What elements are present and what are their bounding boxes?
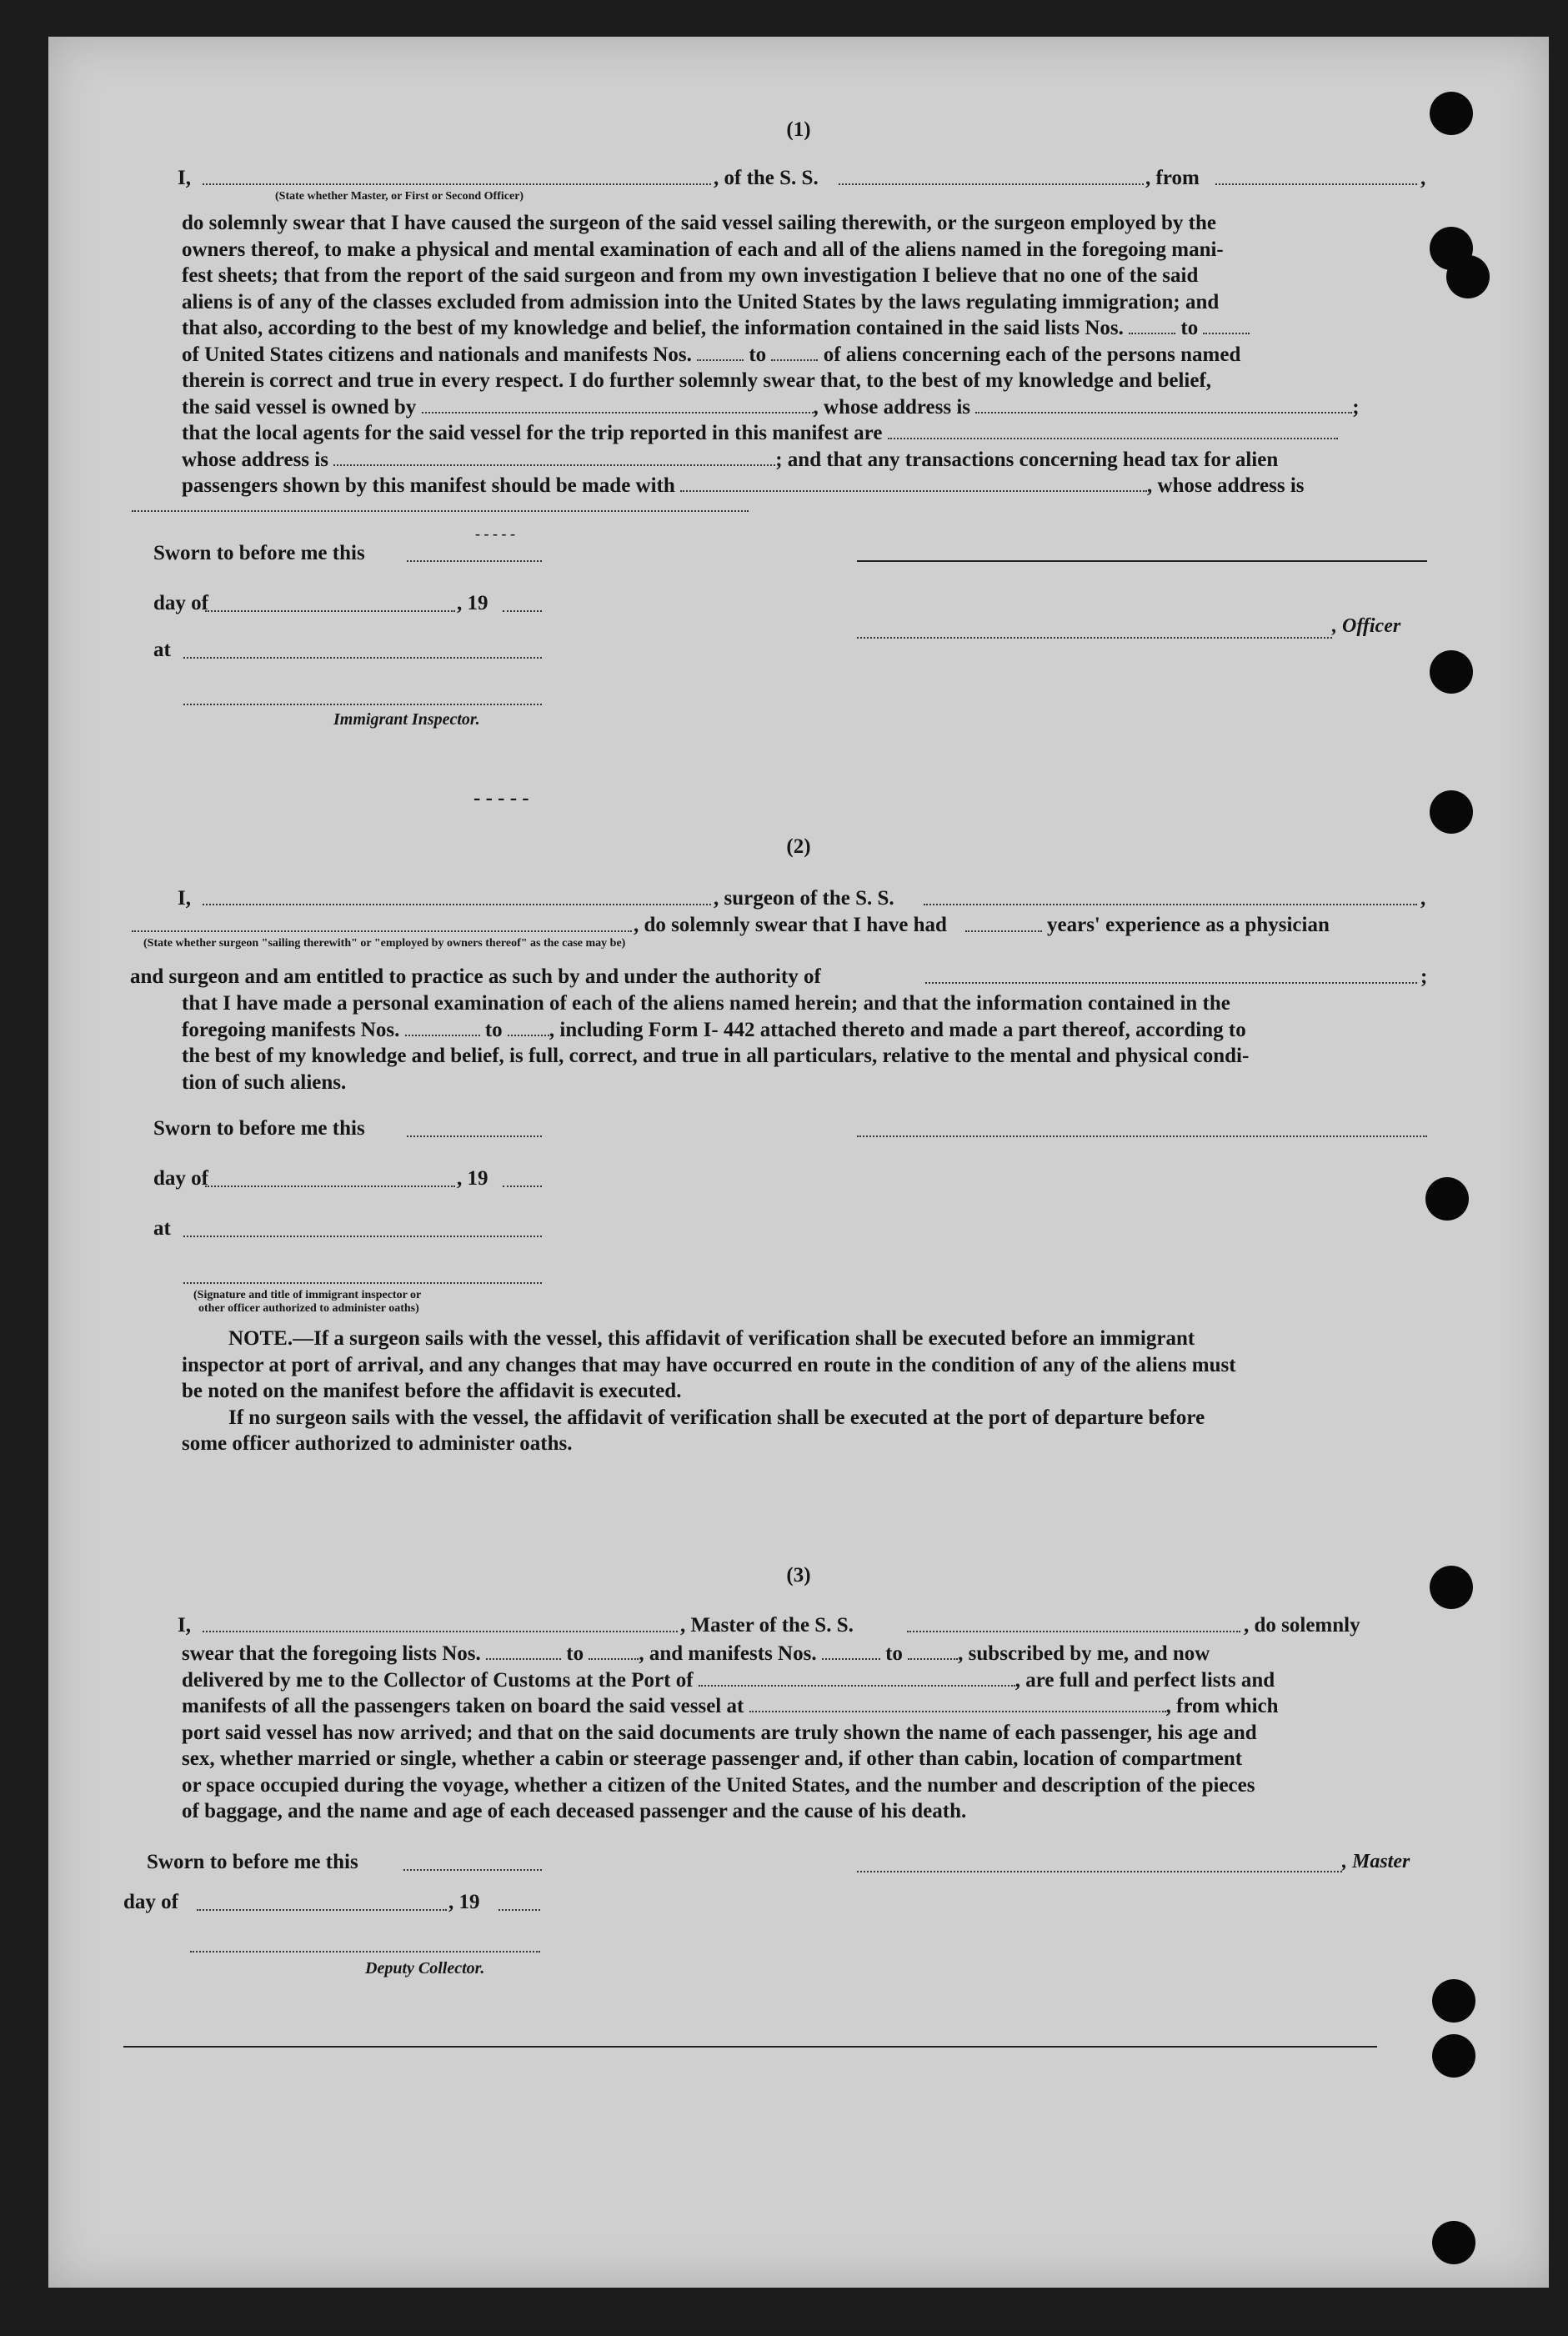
punch-hole xyxy=(1432,2221,1475,2264)
s3-swear-lists: swear that the foregoing lists Nos. xyxy=(182,1642,481,1665)
s2-status-caption: (State whether surgeon "sailing therewith" or "employed by owners thereof" as the case may be) xyxy=(143,937,626,950)
s3-from-which: , from which xyxy=(1165,1695,1279,1717)
s3-port-field[interactable] xyxy=(699,1668,1015,1687)
s1-manifests-from-field[interactable] xyxy=(697,343,744,361)
s2-note-line: If no surgeon sails with the vessel, the affidavit of verification shall be executed at the port of departure before xyxy=(228,1406,1205,1429)
s3-delivered: delivered by me to the Collector of Customs at the Port of xyxy=(182,1668,694,1692)
s1-owner-field[interactable] xyxy=(422,395,814,414)
s2-sworn-field[interactable] xyxy=(407,1135,542,1137)
s2-line xyxy=(182,1017,1425,1044)
s2-experience-label: years' experience as a physician xyxy=(1047,914,1330,936)
s3-master-signature-line[interactable] xyxy=(857,1871,1342,1872)
punch-hole xyxy=(1430,650,1473,694)
s2-sworn-label: Sworn to before me this xyxy=(153,1117,365,1140)
s1-line: fest sheets; that from the report of the said surgeon and from my own investigation I believe that no one of the said xyxy=(182,264,1199,287)
s1-inspector-label: Immigrant Inspector. xyxy=(333,710,480,729)
s1-line xyxy=(182,342,1425,368)
s1-from-field[interactable] xyxy=(1215,183,1417,185)
s1-at-field[interactable] xyxy=(183,657,542,659)
s1-of-aliens: of aliens concerning each of the persons named xyxy=(823,343,1241,366)
s3-embark-port-field[interactable] xyxy=(749,1694,1166,1712)
s2-authority-label: and surgeon and am entitled to practice as such by and under the authority of xyxy=(130,965,821,988)
s1-agents-address-field[interactable] xyxy=(333,448,775,466)
s3-master-of-label: , Master of the S. S. xyxy=(680,1614,854,1637)
s3-to2: to xyxy=(885,1642,903,1665)
manifest-page xyxy=(48,37,1549,2288)
s1-dash: - - - - - xyxy=(475,525,515,542)
s1-lists-to-field[interactable] xyxy=(1203,316,1250,334)
s1-divider: - - - - - xyxy=(473,787,529,810)
s2-name-field[interactable] xyxy=(203,904,711,905)
s1-line: therein is correct and true in every respect. I do further solemnly swear that, to the best of my knowledge and belief, xyxy=(182,369,1212,392)
s1-day-of-label: day of xyxy=(153,592,208,614)
s1-sworn-field[interactable] xyxy=(407,560,542,562)
s3-line: port said vessel has now arrived; and that on the said documents are truly shown the name of each passenger, his age and xyxy=(182,1721,1257,1744)
s2-including: , including Form I- 442 attached thereto and made a part thereof, according to xyxy=(549,1018,1246,1041)
s3-manifests-of: manifests of all the passengers taken on board the said vessel at xyxy=(182,1695,744,1717)
s2-foregoing: foregoing manifests Nos. xyxy=(182,1018,400,1041)
s3-manifests-to-field[interactable] xyxy=(908,1642,958,1660)
s1-line-text: the said vessel is owned by xyxy=(182,395,417,419)
s2-sig-caption-2: other officer authorized to administer oaths) xyxy=(198,1302,419,1315)
s1-vessel-field[interactable] xyxy=(839,183,1144,185)
s1-head-tax-field[interactable] xyxy=(680,474,1147,492)
section-2-number: (2) xyxy=(786,835,811,858)
s2-inspector-line[interactable] xyxy=(183,1282,542,1284)
s1-inspector-line[interactable] xyxy=(183,704,542,705)
s1-line xyxy=(182,473,1425,499)
s2-surgeon-signature-line[interactable] xyxy=(857,1135,1427,1137)
s3-year-label: , 19 xyxy=(448,1891,480,1913)
s1-body xyxy=(182,210,1425,499)
s1-officer-line[interactable] xyxy=(857,637,1332,639)
s3-year-field[interactable] xyxy=(498,1909,540,1911)
s3-day-field[interactable] xyxy=(197,1909,447,1911)
s3-i-label: I, xyxy=(178,1614,191,1637)
s1-at-label: at xyxy=(153,639,171,661)
s3-subscribed: , subscribed by me, and now xyxy=(958,1642,1210,1665)
s3-master-label: , Master xyxy=(1342,1851,1410,1872)
s1-officer-caption: (State whether Master, or First or Second Officer) xyxy=(275,190,524,203)
s3-lists-to-field[interactable] xyxy=(589,1642,639,1660)
s2-at-label: at xyxy=(153,1217,171,1240)
s2-note-line: inspector at port of arrival, and any changes that may have occurred en route in the condition of any of the aliens must xyxy=(182,1353,1236,1376)
s3-sworn-field[interactable] xyxy=(403,1869,542,1871)
s2-vessel-field[interactable] xyxy=(924,904,1417,905)
s1-whose-address: , whose address is xyxy=(813,395,971,419)
s2-note xyxy=(182,1326,1425,1457)
s2-day-field[interactable] xyxy=(205,1186,455,1187)
s2-year-field[interactable] xyxy=(503,1186,542,1187)
s1-officer-field[interactable] xyxy=(203,183,711,185)
s1-line: aliens is of any of the classes excluded from admission into the United States by the laws regulating immigration; and xyxy=(182,290,1220,313)
s1-line xyxy=(182,420,1425,447)
s1-head-tax: ; and that any transactions concerning head tax for alien xyxy=(775,448,1279,471)
s3-full-perfect: , are full and perfect lists and xyxy=(1014,1668,1275,1692)
s3-line xyxy=(182,1641,1425,1667)
s2-authority-field[interactable] xyxy=(925,982,1417,984)
s3-manifests-from-field[interactable] xyxy=(822,1642,880,1660)
s2-year-label: , 19 xyxy=(457,1167,488,1190)
s2-surgeon-of-label: , surgeon of the S. S. xyxy=(714,887,894,910)
section-1-number: (1) xyxy=(786,118,811,141)
s2-line: that I have made a personal examination of each of the aliens named herein; and that the information contained in the xyxy=(182,992,1230,1015)
bleed-through xyxy=(799,537,1195,558)
s3-deputy-label: Deputy Collector. xyxy=(365,1959,485,1978)
s1-whose-address-end: , whose address is xyxy=(1147,474,1305,497)
s3-and-manifests: , and manifests Nos. xyxy=(639,1642,817,1665)
s2-note-line: some officer authorized to administer oaths. xyxy=(182,1432,573,1455)
s1-line-text: that also, according to the best of my knowledge and belief, the information contained in the said lists Nos. xyxy=(182,317,1124,339)
s1-of-ss-label: , of the S. S. xyxy=(714,167,819,189)
s2-manifests-to-field[interactable] xyxy=(508,1018,549,1036)
s1-manifests-to-field[interactable] xyxy=(771,343,818,361)
s1-comma: , xyxy=(1420,167,1426,189)
s1-officer-signature-line[interactable] xyxy=(857,560,1427,562)
s3-day-of-label: day of xyxy=(123,1891,178,1913)
s1-year-field[interactable] xyxy=(503,610,542,612)
punch-hole xyxy=(1430,790,1473,834)
s1-sworn-label: Sworn to before me this xyxy=(153,542,365,564)
s3-master-name-field[interactable] xyxy=(203,1631,678,1632)
s1-line-text: that the local agents for the said vessel for the trip reported in this manifest are xyxy=(182,422,883,444)
s1-owner-address-field[interactable] xyxy=(975,395,1352,414)
s2-at-field[interactable] xyxy=(183,1236,542,1237)
s1-day-field[interactable] xyxy=(205,610,455,612)
s3-body xyxy=(182,1641,1425,1825)
s3-vessel-field[interactable] xyxy=(907,1631,1240,1632)
s2-body xyxy=(182,990,1425,1095)
s3-sworn-label: Sworn to before me this xyxy=(147,1851,358,1873)
s2-status-field[interactable] xyxy=(132,930,632,932)
s1-to: to xyxy=(1180,317,1199,339)
punch-hole xyxy=(1432,1979,1475,2023)
s3-collector-line[interactable] xyxy=(190,1951,540,1953)
s2-note-line: be noted on the manifest before the affidavit is executed. xyxy=(182,1380,682,1402)
s1-line: owners thereof, to make a physical and mental examination of each and all of the aliens named in the foregoing mani- xyxy=(182,238,1224,261)
s2-swear-label: , do solemnly swear that I have had xyxy=(634,914,947,936)
s2-years-field[interactable] xyxy=(965,930,1042,932)
s1-year-label: , 19 xyxy=(457,592,488,614)
s2-day-of-label: day of xyxy=(153,1167,208,1190)
s1-from-label: , from xyxy=(1145,167,1200,189)
s3-to: to xyxy=(566,1642,584,1665)
s1-line: do solemnly swear that I have caused the surgeon of the said vessel sailing therewith, or the surgeon employed by the xyxy=(182,212,1216,234)
s2-to: to xyxy=(484,1018,503,1041)
s3-line: or space occupied during the voyage, whether a citizen of the United States, and the number and description of the pieces xyxy=(182,1773,1255,1797)
s2-note-line: NOTE.—If a surgeon sails with the vessel, this affidavit of verification shall be executed before an immigrant xyxy=(228,1327,1195,1350)
s1-semicolon: ; xyxy=(1352,395,1360,419)
s1-line-text: whose address is xyxy=(182,448,328,471)
s1-to2: to xyxy=(749,343,767,366)
s2-line: the best of my knowledge and belief, is full, correct, and true in all particulars, relative to the mental and physical condi- xyxy=(182,1045,1250,1067)
s1-head-tax-address-field[interactable] xyxy=(132,510,749,512)
s1-officer-label: , Officer xyxy=(1332,615,1401,637)
s1-lists-from-field[interactable] xyxy=(1129,316,1175,334)
s2-i-label: I, xyxy=(178,887,191,910)
section-3-number: (3) xyxy=(786,1564,811,1587)
s1-line-text: of United States citizens and nationals and manifests Nos. xyxy=(182,343,692,366)
punch-hole xyxy=(1425,1177,1469,1221)
s3-solemnly-label: , do solemnly xyxy=(1244,1614,1360,1637)
s1-i-label: I, xyxy=(178,167,191,189)
s1-line xyxy=(182,394,1425,421)
s1-line xyxy=(182,447,1425,474)
s1-agents-field[interactable] xyxy=(888,421,1338,439)
s1-line-text: passengers shown by this manifest should be made with xyxy=(182,474,675,497)
punch-hole xyxy=(1446,255,1490,298)
s1-line xyxy=(182,315,1425,342)
s3-line xyxy=(182,1667,1425,1694)
s2-comma: , xyxy=(1420,887,1426,910)
s2-manifests-from-field[interactable] xyxy=(405,1018,480,1036)
s3-line: of baggage, and the name and age of each deceased passenger and the cause of his death. xyxy=(182,1800,967,1822)
punch-hole xyxy=(1432,2034,1475,2078)
s2-semicolon: ; xyxy=(1420,965,1428,988)
s3-line xyxy=(182,1693,1425,1720)
s3-line: sex, whether married or single, whether a cabin or steerage passenger and, if other than cabin, location of compartment xyxy=(182,1747,1243,1770)
s2-line: tion of such aliens. xyxy=(182,1070,347,1094)
footer-rule xyxy=(123,2046,1377,2048)
s3-lists-from-field[interactable] xyxy=(486,1642,561,1660)
s2-sig-caption-1: (Signature and title of immigrant inspector or xyxy=(193,1289,422,1301)
